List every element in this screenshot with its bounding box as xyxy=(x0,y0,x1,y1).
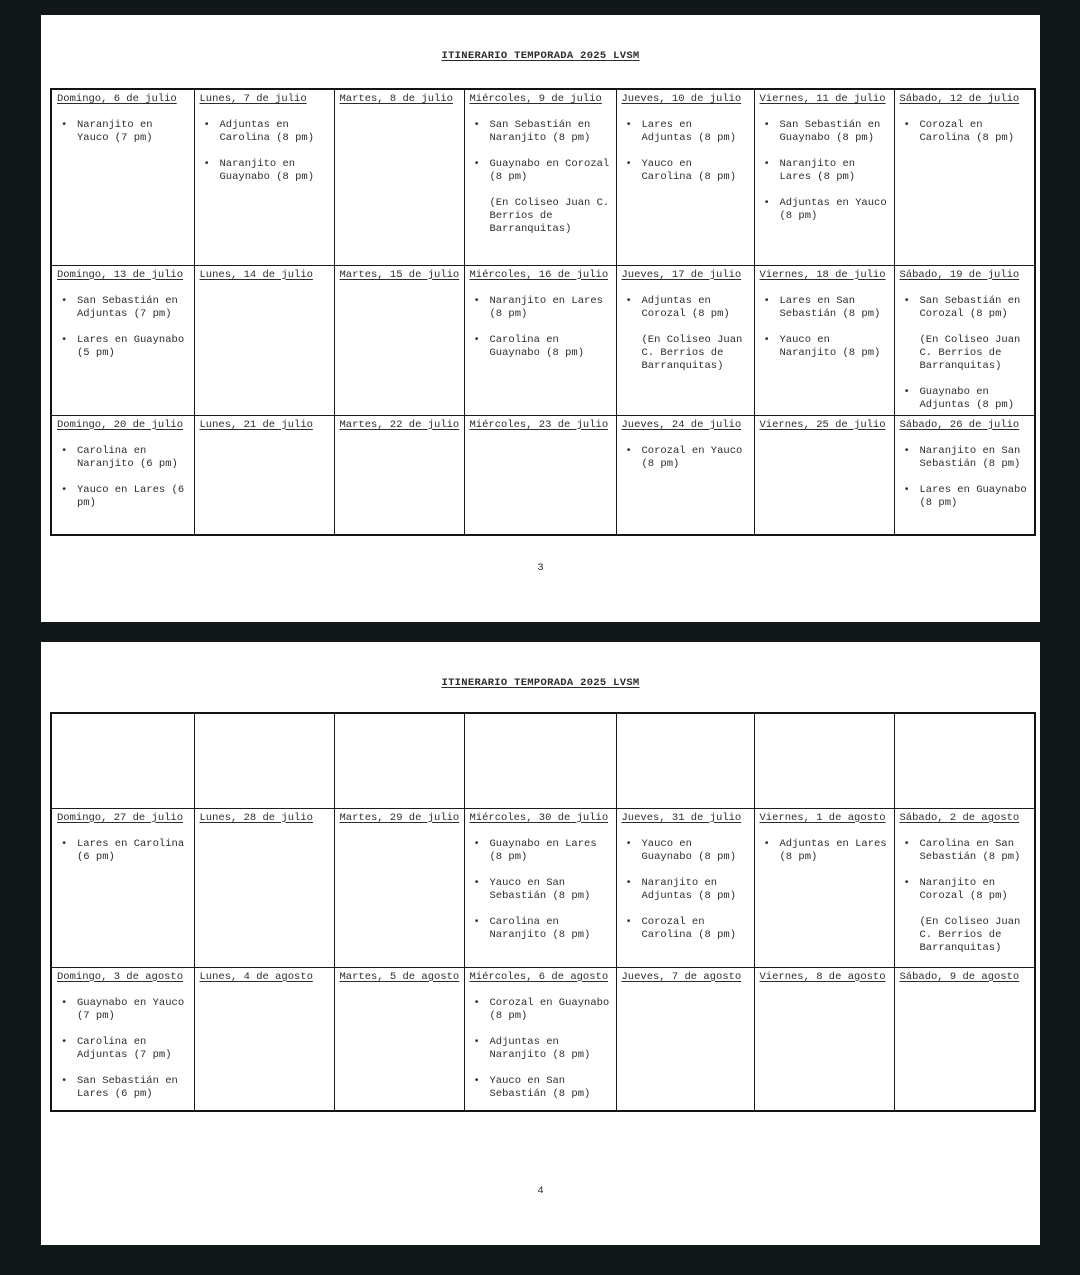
week-row xyxy=(51,89,1035,265)
page-title: ITINERARIO TEMPORADA 2025 LVSM xyxy=(441,677,640,689)
day-cell xyxy=(616,89,754,265)
bullet-icon: • xyxy=(763,158,770,170)
game-item xyxy=(760,334,888,360)
game-matchup-text: Naranjito en Lares (8 pm) xyxy=(489,294,603,320)
day-date-header: Martes, 8 de julio xyxy=(339,93,453,105)
bullet-icon: • xyxy=(473,915,480,928)
game-matchup-text: San Sebastián en Naranjito (8 pm) xyxy=(489,119,591,144)
day-cell xyxy=(334,89,464,265)
bullet-icon: • xyxy=(903,876,910,889)
day-cell xyxy=(754,415,894,535)
game-item xyxy=(900,386,1029,412)
game-matchup-text: San Sebastián en Adjuntas (7 pm) xyxy=(77,294,178,320)
bullet-icon: • xyxy=(61,294,68,307)
page-number: 4 xyxy=(537,1185,544,1197)
day-cell xyxy=(194,415,334,535)
week-row xyxy=(51,808,1035,967)
day-cell xyxy=(894,967,1035,1111)
day-date-header: Jueves, 17 de julio xyxy=(621,268,742,281)
game-item xyxy=(470,295,610,321)
day-cell xyxy=(464,967,616,1111)
game-item xyxy=(57,334,188,360)
bullet-icon: • xyxy=(625,837,632,850)
bullet-icon: • xyxy=(61,444,68,457)
bullet-icon: • xyxy=(763,837,770,850)
day-cell xyxy=(894,265,1035,415)
day-date-header: Lunes, 21 de julio xyxy=(199,418,313,431)
game-item xyxy=(57,838,188,864)
game-matchup-text: Corozal en Guaynabo (8 pm) xyxy=(489,996,610,1022)
day-date-header: Martes, 15 de julio xyxy=(339,268,460,281)
game-matchup-text: Guaynabo en Yauco (7 pm) xyxy=(77,996,185,1022)
day-cell xyxy=(334,808,464,967)
page-title: ITINERARIO TEMPORADA 2025 LVSM xyxy=(441,50,640,62)
game-item xyxy=(900,445,1029,471)
game-item xyxy=(622,295,748,373)
game-item xyxy=(470,1036,610,1062)
game-matchup-text: Corozal en Yauco (8 pm) xyxy=(641,444,743,470)
day-date-header: Domingo, 6 de julio xyxy=(57,93,177,105)
game-matchup-text: Lares en Adjuntas (8 pm) xyxy=(641,119,737,144)
game-matchup-text: Yauco en San Sebastián (8 pm) xyxy=(489,1074,591,1100)
bullet-icon: • xyxy=(473,1035,480,1048)
day-date-header: Domingo, 3 de agosto xyxy=(57,970,184,983)
game-matchup-text: Carolina en Adjuntas (7 pm) xyxy=(77,1035,172,1061)
game-item xyxy=(900,484,1029,510)
day-cell xyxy=(194,265,334,415)
day-date-header: Viernes, 18 de julio xyxy=(759,268,886,281)
game-item xyxy=(57,1075,188,1101)
day-date-header: Sábado, 2 de agosto xyxy=(899,811,1020,824)
bullet-icon: • xyxy=(473,996,480,1009)
day-date-header: Viernes, 25 de julio xyxy=(759,418,886,431)
day-cell xyxy=(464,265,616,415)
game-matchup-text: Yauco en Lares (6 pm) xyxy=(77,483,185,509)
empty-day-cell xyxy=(464,713,616,808)
venue-note: (En Coliseo Juan C. Berrios de Barranquitas) xyxy=(919,915,1021,954)
day-cell xyxy=(51,967,194,1111)
empty-week-row xyxy=(51,713,1035,808)
day-date-header: Lunes, 7 de julio xyxy=(199,93,307,105)
game-matchup-text: Yauco en San Sebastián (8 pm) xyxy=(489,876,591,902)
day-date-header: Viernes, 1 de agosto xyxy=(759,811,886,824)
empty-day-cell xyxy=(334,713,464,808)
game-matchup-text: Guaynabo en Corozal (8 pm) xyxy=(489,158,610,183)
venue-note: (En Coliseo Juan C. Berrios de Barranquitas) xyxy=(641,333,743,372)
bullet-icon: • xyxy=(473,1074,480,1087)
game-item xyxy=(57,119,188,145)
venue-note: (En Coliseo Juan C. Berrios de Barranquitas) xyxy=(919,333,1021,372)
game-matchup-text: San Sebastián en Corozal (8 pm) xyxy=(919,294,1021,320)
game-matchup-text: Lares en Guaynabo (5 pm) xyxy=(77,333,185,359)
bullet-icon: • xyxy=(473,333,480,346)
game-matchup-text: Carolina en Naranjito (8 pm) xyxy=(489,915,591,941)
bullet-icon: • xyxy=(763,197,770,209)
day-date-header: Sábado, 9 de agosto xyxy=(899,970,1020,983)
bullet-icon: • xyxy=(61,1074,68,1087)
day-cell xyxy=(754,265,894,415)
day-date-header: Miércoles, 9 de julio xyxy=(469,93,602,105)
day-cell xyxy=(894,415,1035,535)
bullet-icon: • xyxy=(473,119,480,131)
game-matchup-text: Corozal en Carolina (8 pm) xyxy=(641,915,737,941)
game-item xyxy=(760,838,888,864)
bullet-icon: • xyxy=(473,294,480,307)
game-item xyxy=(57,295,188,321)
game-item xyxy=(57,445,188,471)
day-date-header: Viernes, 8 de agosto xyxy=(759,970,886,983)
bullet-icon: • xyxy=(625,119,632,131)
bullet-icon: • xyxy=(625,876,632,889)
schedule-table-july xyxy=(50,88,1036,536)
game-matchup-text: Naranjito en San Sebastián (8 pm) xyxy=(919,444,1021,470)
day-date-header: Miércoles, 6 de agosto xyxy=(469,970,609,983)
game-item xyxy=(470,119,610,145)
game-item xyxy=(900,838,1029,864)
game-matchup-text: Carolina en Naranjito (6 pm) xyxy=(77,444,178,470)
day-date-header: Domingo, 13 de julio xyxy=(57,268,184,281)
day-cell xyxy=(616,967,754,1111)
game-matchup-text: Adjuntas en Naranjito (8 pm) xyxy=(489,1035,591,1061)
game-item xyxy=(760,295,888,321)
venue-note: (En Coliseo Juan C. Berrios de Barranquitas) xyxy=(489,197,610,235)
game-item xyxy=(760,119,888,145)
bullet-icon: • xyxy=(625,158,632,170)
game-matchup-text: Naranjito en Lares (8 pm) xyxy=(779,158,856,183)
day-date-header: Sábado, 12 de julio xyxy=(899,93,1020,105)
bullet-icon: • xyxy=(61,483,68,496)
bullet-icon: • xyxy=(763,333,770,346)
bullet-icon: • xyxy=(903,119,910,131)
bullet-icon: • xyxy=(473,837,480,850)
bullet-icon: • xyxy=(61,837,68,850)
game-matchup-text: San Sebastián en Guaynabo (8 pm) xyxy=(779,119,881,144)
game-matchup-text: Lares en Guaynabo (8 pm) xyxy=(919,483,1027,509)
bullet-icon: • xyxy=(61,996,68,1009)
game-matchup-text: Adjuntas en Yauco (8 pm) xyxy=(779,197,887,222)
empty-day-cell xyxy=(194,713,334,808)
game-matchup-text: Guaynabo en Adjuntas (8 pm) xyxy=(919,385,1015,411)
day-cell xyxy=(334,415,464,535)
day-date-header: Jueves, 24 de julio xyxy=(621,418,742,431)
empty-day-cell xyxy=(51,713,194,808)
bullet-icon: • xyxy=(473,158,480,170)
bullet-icon: • xyxy=(903,294,910,307)
day-cell xyxy=(464,415,616,535)
game-item xyxy=(57,484,188,510)
game-matchup-text: San Sebastián en Lares (6 pm) xyxy=(77,1074,178,1100)
bullet-icon: • xyxy=(625,915,632,928)
bullet-icon: • xyxy=(903,483,910,496)
game-item xyxy=(200,119,328,145)
day-cell xyxy=(616,415,754,535)
document-page-4 xyxy=(41,642,1040,1245)
day-cell xyxy=(51,265,194,415)
day-date-header: Miércoles, 23 de julio xyxy=(469,418,609,431)
game-matchup-text: Carolina en Guaynabo (8 pm) xyxy=(489,333,585,359)
game-matchup-text: Lares en Carolina (6 pm) xyxy=(77,837,185,863)
day-cell xyxy=(616,808,754,967)
page-number: 3 xyxy=(537,562,544,574)
game-item xyxy=(622,445,748,471)
day-date-header: Miércoles, 30 de julio xyxy=(469,811,609,824)
game-item xyxy=(57,997,188,1023)
day-date-header: Martes, 29 de julio xyxy=(339,811,460,824)
day-date-header: Jueves, 31 de julio xyxy=(621,811,742,824)
game-item xyxy=(900,295,1029,373)
bullet-icon: • xyxy=(203,158,210,170)
game-item xyxy=(200,158,328,184)
day-date-header: Martes, 22 de julio xyxy=(339,418,460,431)
bullet-icon: • xyxy=(763,294,770,307)
empty-day-cell xyxy=(616,713,754,808)
game-item xyxy=(622,916,748,942)
week-row xyxy=(51,265,1035,415)
bullet-icon: • xyxy=(61,1035,68,1048)
game-item xyxy=(760,158,888,184)
day-date-header: Miércoles, 16 de julio xyxy=(469,268,609,281)
day-date-header: Jueves, 7 de agosto xyxy=(621,970,742,983)
day-cell xyxy=(51,808,194,967)
game-item xyxy=(760,197,888,223)
game-matchup-text: Carolina en San Sebastián (8 pm) xyxy=(919,837,1021,863)
game-item xyxy=(470,916,610,942)
day-cell xyxy=(894,808,1035,967)
game-matchup-text: Yauco en Carolina (8 pm) xyxy=(641,158,737,183)
game-matchup-text: Yauco en Guaynabo (8 pm) xyxy=(641,837,737,863)
day-date-header: Domingo, 20 de julio xyxy=(57,418,184,431)
bullet-icon: • xyxy=(903,385,910,398)
game-item xyxy=(900,877,1029,955)
day-cell xyxy=(51,415,194,535)
game-item xyxy=(57,1036,188,1062)
day-cell xyxy=(194,808,334,967)
game-item xyxy=(470,877,610,903)
game-item xyxy=(900,119,1029,145)
day-date-header: Martes, 5 de agosto xyxy=(339,970,460,983)
game-matchup-text: Naranjito en Guaynabo (8 pm) xyxy=(219,158,315,183)
game-matchup-text: Yauco en Naranjito (8 pm) xyxy=(779,333,881,359)
game-item xyxy=(622,158,748,184)
game-matchup-text: Guaynabo en Lares (8 pm) xyxy=(489,837,597,863)
game-item xyxy=(470,1075,610,1101)
game-matchup-text: Naranjito en Yauco (7 pm) xyxy=(77,119,153,144)
game-item xyxy=(470,334,610,360)
day-date-header: Viernes, 11 de julio xyxy=(759,93,886,105)
bullet-icon: • xyxy=(903,444,910,457)
game-matchup-text: Adjuntas en Carolina (8 pm) xyxy=(219,119,315,144)
day-cell xyxy=(51,89,194,265)
day-cell xyxy=(194,967,334,1111)
day-date-header: Sábado, 19 de julio xyxy=(899,268,1020,281)
game-matchup-text: Adjuntas en Lares (8 pm) xyxy=(779,837,887,863)
bullet-icon: • xyxy=(473,876,480,889)
game-item xyxy=(622,119,748,145)
document-page-3 xyxy=(41,15,1040,622)
day-cell xyxy=(334,265,464,415)
game-matchup-text: Naranjito en Corozal (8 pm) xyxy=(919,876,1008,902)
bullet-icon: • xyxy=(203,119,210,131)
day-date-header: Jueves, 10 de julio xyxy=(621,93,742,105)
week-row xyxy=(51,967,1035,1111)
game-matchup-text: Lares en San Sebastián (8 pm) xyxy=(779,294,881,320)
bullet-icon: • xyxy=(61,333,68,346)
game-item xyxy=(470,838,610,864)
game-matchup-text: Adjuntas en Corozal (8 pm) xyxy=(641,294,730,320)
day-cell xyxy=(754,967,894,1111)
bullet-icon: • xyxy=(61,119,68,131)
day-cell xyxy=(464,808,616,967)
day-date-header: Sábado, 26 de julio xyxy=(899,418,1020,431)
game-item xyxy=(470,997,610,1023)
day-cell xyxy=(464,89,616,265)
day-cell xyxy=(754,808,894,967)
day-date-header: Domingo, 27 de julio xyxy=(57,811,184,824)
day-cell xyxy=(194,89,334,265)
empty-day-cell xyxy=(754,713,894,808)
bullet-icon: • xyxy=(625,294,632,307)
game-item xyxy=(470,158,610,236)
day-cell xyxy=(334,967,464,1111)
empty-day-cell xyxy=(894,713,1035,808)
day-date-header: Lunes, 14 de julio xyxy=(199,268,313,281)
bullet-icon: • xyxy=(763,119,770,131)
bullet-icon: • xyxy=(625,444,632,457)
day-cell xyxy=(894,89,1035,265)
game-matchup-text: Corozal en Carolina (8 pm) xyxy=(919,119,1015,144)
week-row xyxy=(51,415,1035,535)
day-cell xyxy=(616,265,754,415)
schedule-table-august xyxy=(50,712,1036,1112)
game-item xyxy=(622,838,748,864)
day-cell xyxy=(754,89,894,265)
day-date-header: Lunes, 28 de julio xyxy=(199,811,313,824)
game-item xyxy=(622,877,748,903)
day-date-header: Lunes, 4 de agosto xyxy=(199,970,313,983)
bullet-icon: • xyxy=(903,837,910,850)
game-matchup-text: Naranjito en Adjuntas (8 pm) xyxy=(641,876,737,902)
